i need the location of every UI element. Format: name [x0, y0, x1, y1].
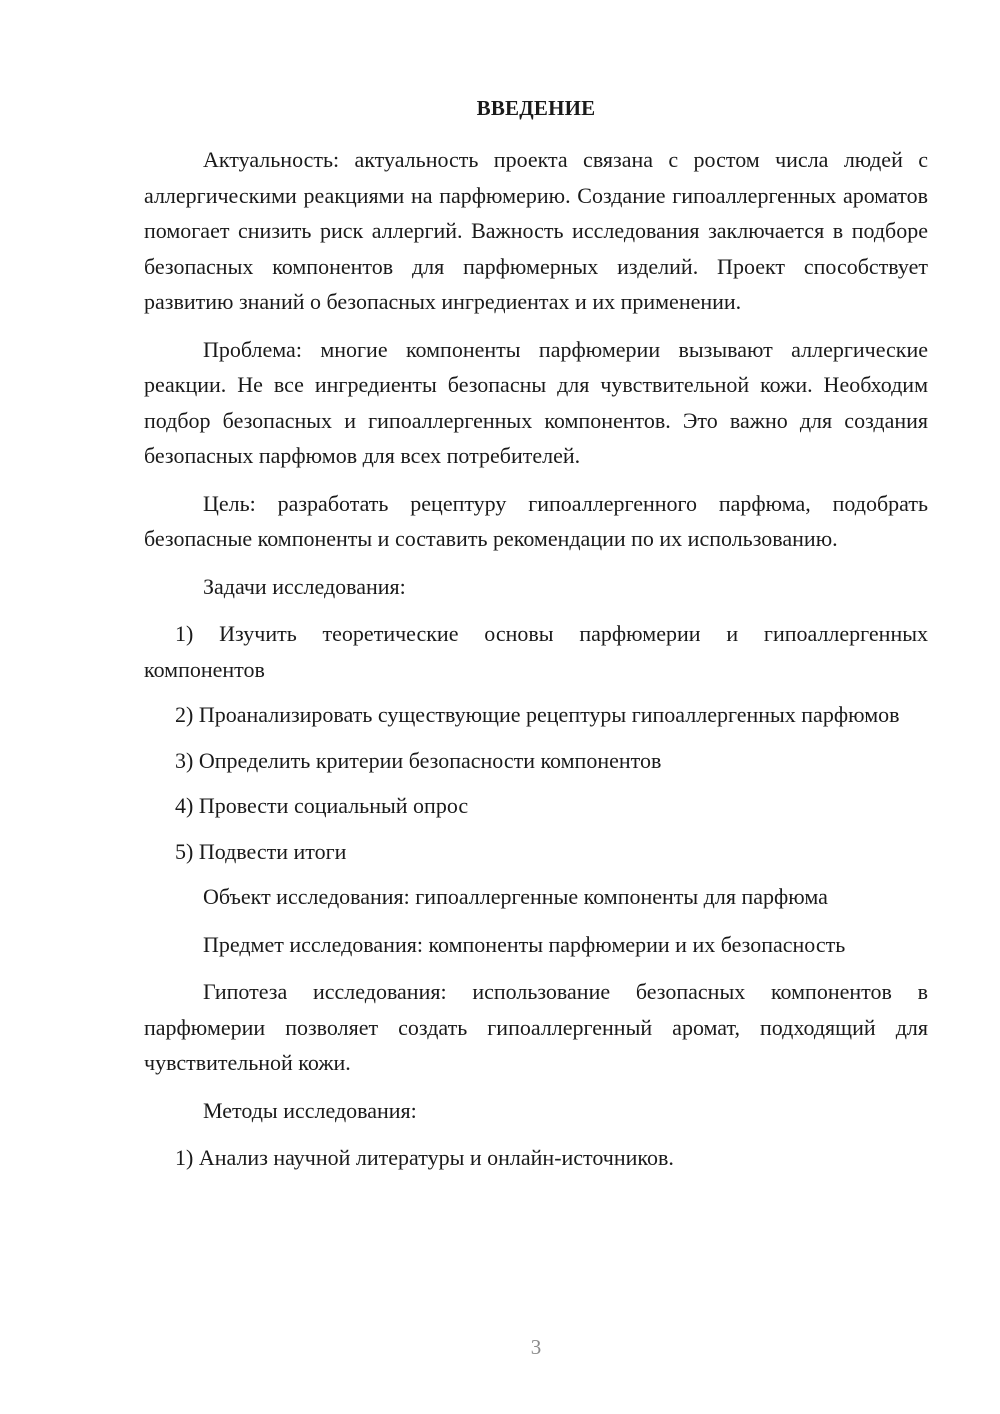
task-item: 2) Проанализировать существующие рецептуры гипоаллергенных парфюмов: [175, 702, 900, 727]
page-title: ВВЕДЕНИЕ: [476, 96, 596, 120]
document-body: [144, 142, 928, 1186]
hypothesis-paragraph: Гипотеза исследования: использование безопасных компонентов в парфюмерии позволяет создать гипоаллергенный аромат, подходящий для чувствительной кожи.: [144, 979, 928, 1075]
relevance-paragraph: Актуальность: актуальность проекта связана с ростом числа людей с аллергическими реакциями на парфюмерию. Создание гипоаллергенных ароматов помогает снизить риск аллергий. Важность исследования заключается в подборе безопасных компонентов для парфюмерных изделий. Проект способствует развитию знаний о безопасных ингредиентах и их применении.: [144, 147, 928, 314]
task-item: 4) Провести социальный опрос: [175, 793, 469, 818]
task-item: 1) Изучить теоретические основы парфюмерии и гипоаллергенных компонентов: [144, 621, 928, 682]
problem-paragraph: Проблема: многие компоненты парфюмерии вызывают аллергические реакции. Не все ингредиенты безопасны для чувствительной кожи. Необходим подбор безопасных и гипоаллергенных компонентов. Это важно для создания безопасных парфюмов для всех потребителей.: [144, 336, 928, 468]
tasks-heading: Задачи исследования:: [203, 573, 406, 599]
object-paragraph: Объект исследования: гипоаллергенные компоненты для парфюма: [203, 884, 828, 909]
method-item: 1) Анализ научной литературы и онлайн-источников.: [175, 1145, 674, 1170]
task-item: 3) Определить критерии безопасности компонентов: [175, 747, 662, 773]
task-item: 5) Подвести итоги: [175, 838, 347, 864]
methods-heading: Методы исследования:: [203, 1097, 417, 1123]
page-number: 3: [530, 1335, 542, 1359]
subject-paragraph: Предмет исследования: компоненты парфюмерии и их безопасность: [203, 931, 846, 957]
goal-paragraph: Цель: разработать рецептуру гипоаллергенного парфюма, подобрать безопасные компоненты и составить рекомендации по их использованию.: [144, 490, 928, 551]
